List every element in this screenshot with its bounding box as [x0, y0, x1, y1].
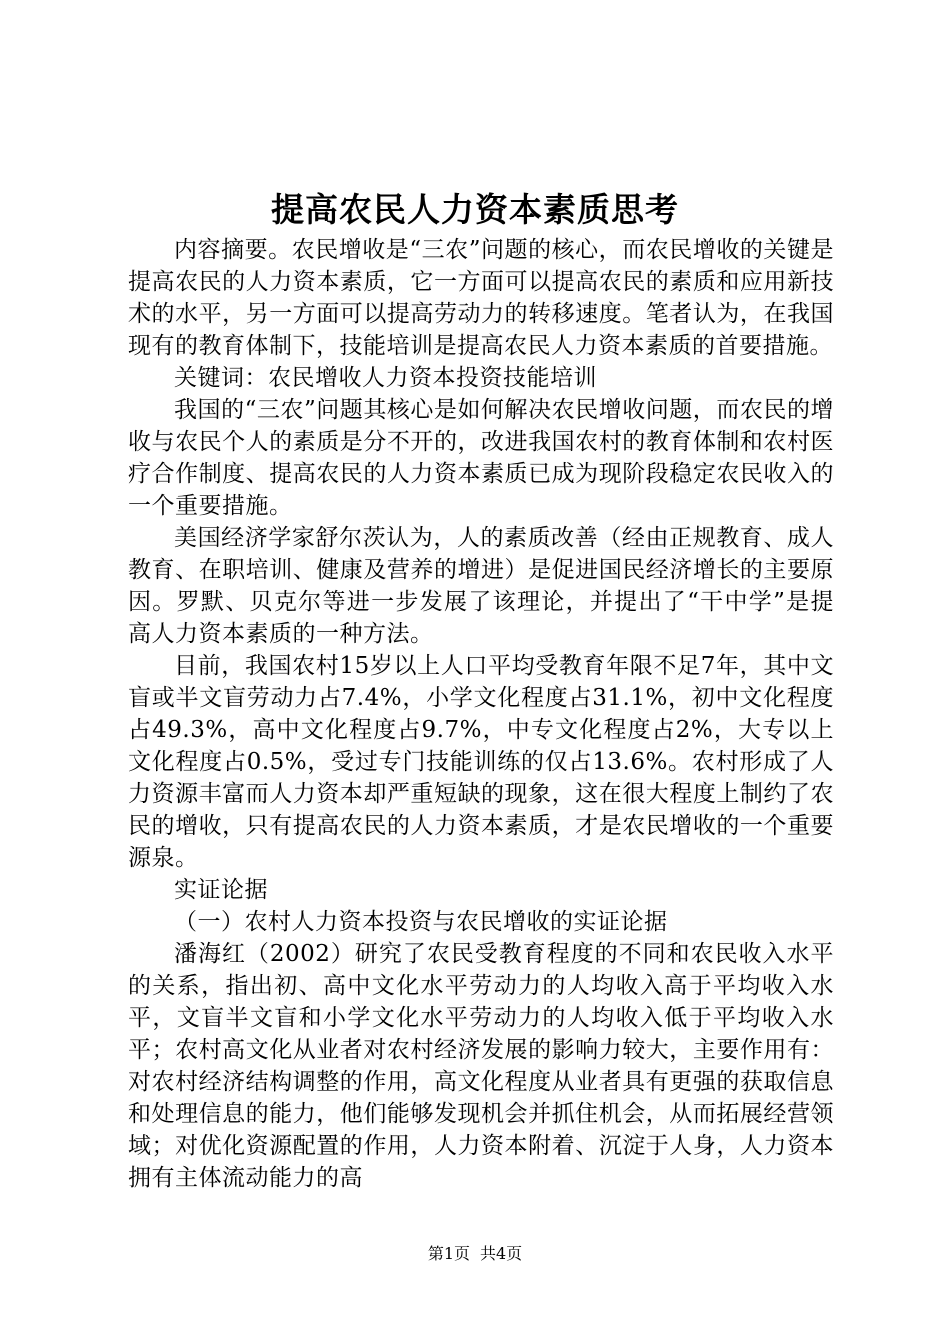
document-title: 提高农民人力资本素质思考 [271, 190, 679, 229]
document-body [128, 234, 834, 1194]
page-total: 共4页 [480, 1244, 523, 1263]
page-footer [0, 1244, 950, 1264]
abstract-paragraph: 内容摘要。农民增收是“三农”问题的核心，而农民增收的关键是提高农民的人力资本素质，它一方面可以提高农民的素质和应用新技术的水平，另一方面可以提高劳动力的转移速度。笔者认为，在我国现有的教育体制下，技能培训是提高农民人力资本素质的首要措施。 [128, 237, 834, 359]
subsection-heading: （一）农村人力资本投资与农民增收的实证论据 [174, 909, 668, 935]
body-paragraph: 潘海红（2002）研究了农民受教育程度的不同和农民收入水平的关系，指出初、高中文化水平劳动力的人均收入高于平均收入水平，文盲半文盲和小学文化水平劳动力的人均收入低于平均收入水平；农村高文化从业者对农村经济发展的影响力较大，主要作用有：对农村经济结构调整的作用，高文化程度从业者具有更强的获取信息和处理信息的能力，他们能够发现机会并抓住机会，从而拓展经营领域；对优化资源配置的作用，人力资本附着、沉淀于人身，人力资本拥有主体流动能力的高 [128, 941, 834, 1191]
keywords-paragraph: 关键词：农民增收人力资本投资技能培训 [174, 365, 597, 391]
body-paragraph: 美国经济学家舒尔茨认为，人的素质改善（经由正规教育、成人教育、在职培训、健康及营养的增进）是促进国民经济增长的主要原因。罗默、贝克尔等进一步发展了该理论，并提出了“干中学”是提高人力资本素质的一种方法。 [128, 525, 834, 647]
body-paragraph: 目前，我国农村15岁以上人口平均受教育年限不足7年，其中文盲或半文盲劳动力占7.4%，小学文化程度占31.1%，初中文化程度占49.3%，高中文化程度占9.7%，中专文化程度占2%，大专以上文化程度占0.5%，受过专门技能训练的仅占13.6%。农村形成了人力资源丰富而人力资本却严重短缺的现象，这在很大程度上制约了农民的增收，只有提高农民的人力资本素质，才是农民增收的一个重要源泉。 [128, 653, 834, 871]
section-heading: 实证论据 [174, 877, 268, 903]
page-number: 第1页 [427, 1244, 470, 1263]
body-paragraph: 我国的“三农”问题其核心是如何解决农民增收问题，而农民的增收与农民个人的素质是分不开的，改进我国农村的教育体制和农村医疗合作制度、提高农民的人力资本素质已成为现阶段稳定农民收入的一个重要措施。 [128, 397, 834, 519]
